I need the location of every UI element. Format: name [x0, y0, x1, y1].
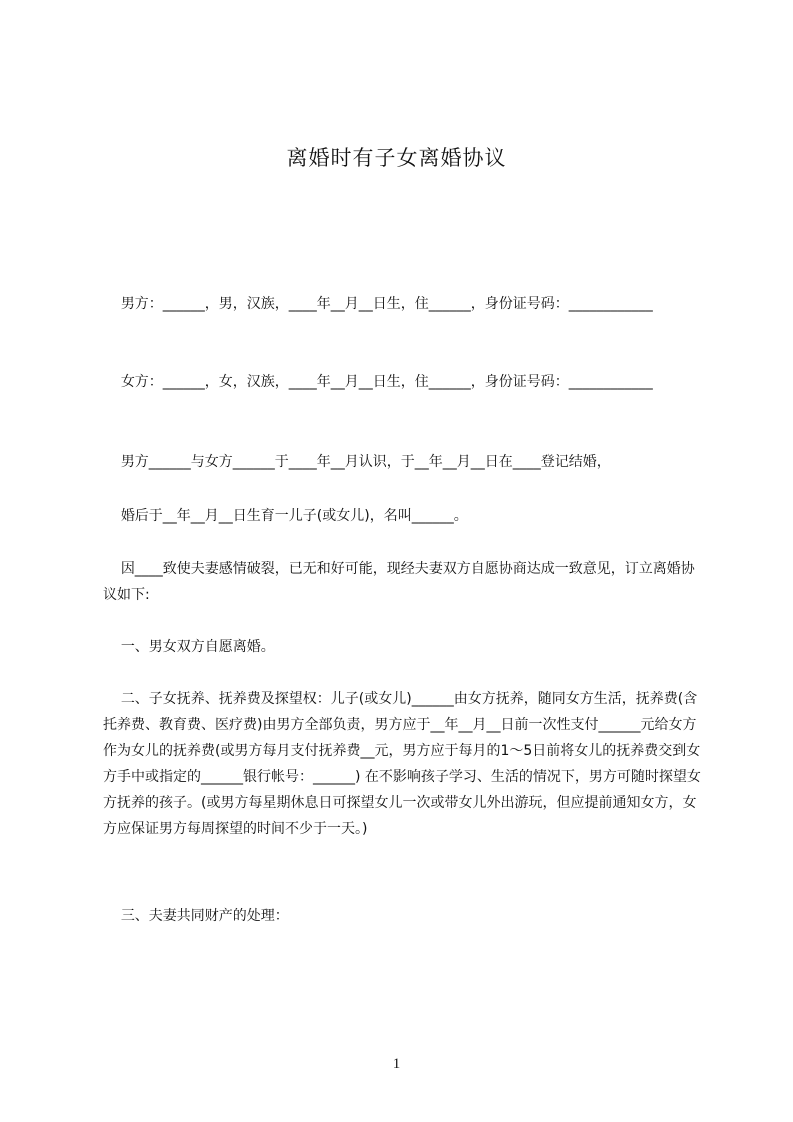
clause-3-joint-property: 三、夫妻共同财产的处理：	[103, 908, 289, 924]
paragraph-male-party: 男方：______，男，汉族，____年__月__日生，住______，身份证号码：____________	[103, 296, 653, 312]
page-number: 1	[392, 1056, 401, 1072]
paragraph-female-party: 女方：______，女，汉族，____年__月__日生，住______，身份证号码：____________	[103, 374, 653, 390]
document-title: 离婚时有子女离婚协议	[286, 146, 507, 170]
paragraph-marriage-registration: 男方______与女方______于____年__月认识，于__年__月__日在____登记结婚，	[103, 454, 611, 470]
paragraph-child-birth: 婚后于__年__月__日生育一儿子(或女儿)，名叫______。	[103, 508, 468, 524]
clause-2-child-custody: 二、子女抚养、抚养费及探望权：儿子(或女儿)______由女方抚养，随同女方生活，抚养费(含托养费、教育费、医疗费)由男方全部负责，男方应于__年__月__日前一次性支付______元给女方作为女儿的抚养费(或男方每月支付抚养费__元，男方应于每月的1～5日前将女儿的抚养费交到女方手中或指定的______银行帐号：______) 在不影响孩子学习、生活的情况下，男方可随时探望女方抚养的孩子。(或男方每星期休息日可探望女儿一次或带女儿外出游玩，但应提前通知女方，女方应保证男方每周探望的时间不少于一天。)	[103, 691, 701, 837]
clause-1-voluntary-divorce: 一、男女双方自愿离婚。	[103, 639, 275, 655]
paragraph-divorce-reason: 因____致使夫妻感情破裂，已无和好可能，现经夫妻双方自愿协商达成一致意见，订立离婚协议如下:	[103, 561, 695, 603]
